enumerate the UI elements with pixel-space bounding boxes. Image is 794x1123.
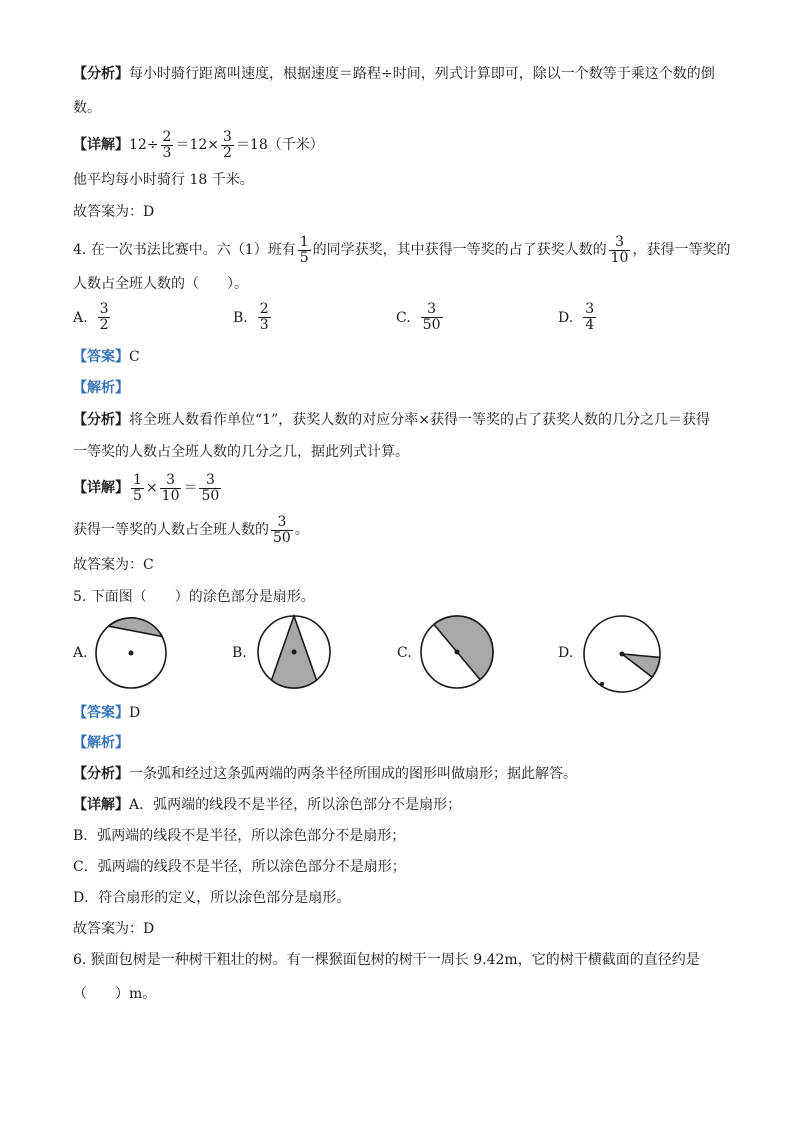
q4-stem-line1: 4. 在一次书法比赛中。六（1）班有 $\frac{1}{5}$ 的同学获奖，其中获得一等奖的占了获奖人数的 $\frac{3}{10}$ ，获得一等奖的 [73, 233, 731, 266]
q4-answer: 【答案】C [73, 349, 140, 365]
q4-detail: 【详解】 $\frac{1}{5}$ × $\frac{3}{10}$ ＝ $\frac{3}{50}$ [73, 471, 220, 504]
q4-stem-line2: 人数占全班人数的（ ）。 [73, 276, 248, 292]
fraction: $\frac{3}{50}$ [273, 513, 291, 546]
figure-label-a: A. [73, 645, 88, 661]
q6-stem-line2: （ ）m。 [73, 986, 157, 1002]
fraction: $\frac{1}{5}$ [299, 233, 309, 266]
q3-final-answer: 故答案为：D [73, 204, 155, 220]
q5-detail-a: 【详解】A．弧两端的线段不是半径，所以涂色部分不是扇形； [73, 797, 462, 813]
q4-analysis-line1: 【分析】将全班人数看作单位“1”，获奖人数的对应分率×获得一等奖的占了获奖人数的几分之几＝获得 [73, 412, 710, 428]
q5-answer: 【答案】D [73, 705, 141, 721]
figure-d-circle[interactable] [582, 614, 662, 694]
fraction: $\frac{3}{2}$ [223, 128, 232, 161]
q5-stem: 5. 下面图（ ）的涂色部分是扇形。 [73, 589, 315, 605]
option-c[interactable]: C. $\frac{3}{50}$ [396, 301, 441, 333]
option-a[interactable]: A. $\frac{3}{2}$ [73, 301, 109, 333]
q4-analysis-line2: 一等奖的人数占全班人数的几分之几，据此列式计算。 [73, 444, 409, 460]
q5-final-answer: 故答案为：D [73, 921, 155, 937]
fraction: $\frac{3}{10}$ [610, 233, 629, 266]
q5-detail-d: D．符合扇形的定义，所以涂色部分是扇形。 [73, 890, 351, 906]
fraction: $\frac{2}{3}$ [162, 128, 172, 161]
option-b[interactable]: B. $\frac{2}{3}$ [233, 301, 269, 333]
q5-detail-b: B．弧两端的线段不是半径，所以涂色部分不是扇形； [73, 828, 406, 844]
q6-stem-line1: 6. 猴面包树是一种树干粗壮的树。有一棵猴面包树的树干一周长 9.42m，它的树干横截面的直径约是 [73, 952, 700, 968]
q3-analysis-text: 每小时骑行距离叫速度，根据速度＝路程÷时间，列式计算即可，除以一个数等于乘这个数的倒 [129, 66, 715, 82]
q4-final-answer: 故答案为：C [73, 557, 154, 573]
q3-conclusion: 他平均每小时骑行 18 千米。 [73, 172, 254, 188]
q5-explain-tag: 【解析】 [73, 735, 129, 751]
q4-explain-tag: 【解析】 [73, 380, 129, 396]
q3-analysis-line1 [73, 64, 715, 84]
figure-c-circle[interactable] [419, 614, 495, 690]
q3-analysis-line2: 数。 [73, 100, 101, 116]
figure-label-b: B. [232, 645, 247, 661]
figure-label-d: D. [558, 645, 574, 661]
q5-analysis: 【分析】一条弧和经过这条弧两端的两条半径所围成的图形叫做扇形；据此解答。 [73, 766, 577, 782]
q3-detail: 【详解】12÷ $\frac{2}{3}$ ＝12× $\frac{3}{2}$ ＝18（千米） [73, 128, 324, 161]
figure-b-circle[interactable] [256, 614, 332, 690]
figure-label-c: C. [397, 645, 412, 661]
detail-tag: 【详解】 [73, 137, 129, 153]
answer-tag: 【答案】 [73, 349, 129, 365]
answer-tag: 【答案】 [73, 705, 129, 721]
q4-options [73, 302, 733, 342]
fraction: $\frac{3}{50}$ [201, 471, 220, 504]
q4-conclusion: 获得一等奖的人数占全班人数的 $\frac{3}{50}$ 。 [73, 513, 309, 546]
fraction: $\frac{1}{5}$ [133, 471, 142, 504]
analysis-tag: 【分析】 [73, 66, 129, 82]
figure-a-circle[interactable] [94, 614, 170, 690]
option-d[interactable]: D. $\frac{3}{4}$ [558, 301, 595, 333]
q5-detail-c: C．弧两端的线段不是半径，所以涂色部分不是扇形； [73, 859, 406, 875]
fraction: $\frac{3}{10}$ [161, 471, 180, 504]
